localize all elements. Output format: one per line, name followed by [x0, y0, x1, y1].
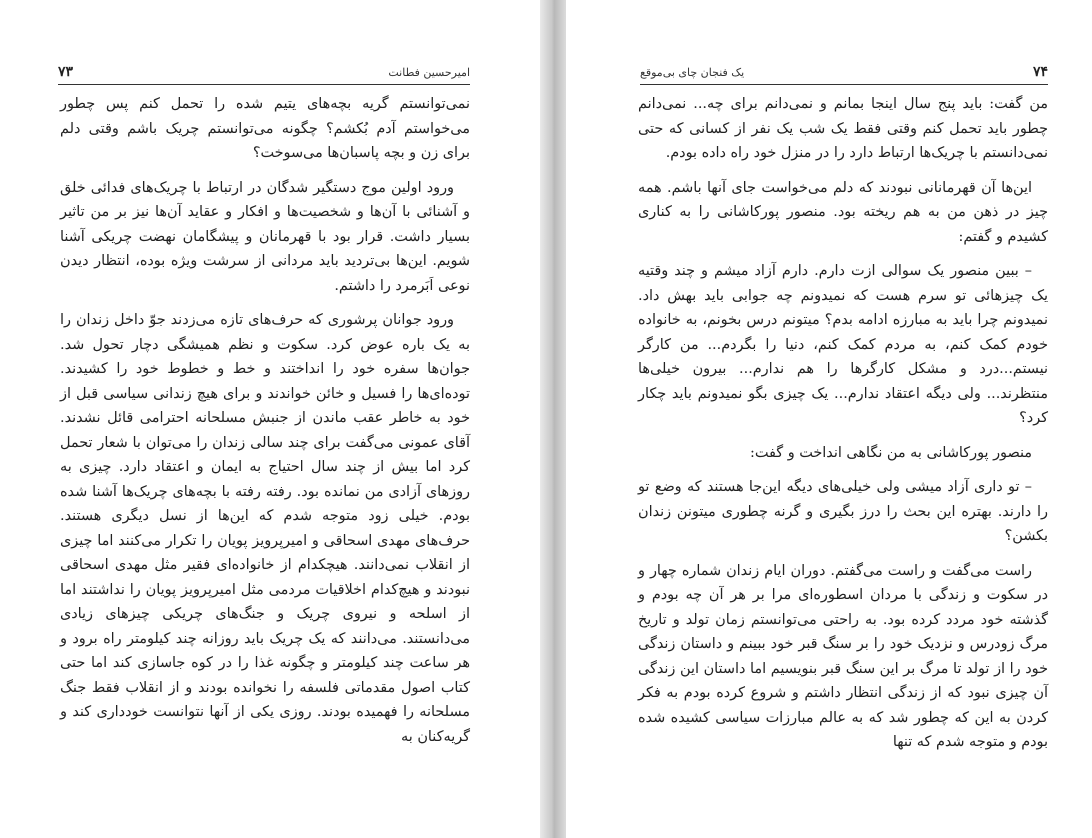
paragraph: – ببین منصور یک سوالی ازت دارم. دارم آزاد میشم و چند وقتیه یک چیزهائی تو سرم هست که نمیدونم چه جوابی باید بهش داد. نمیدونم چرا باید به مبارزه ادامه بدم؟ میتونم درس بخونم، به خانواده خودم کمک کنم، به مردم کمک کنم، دنیا را بگردم... من کارگر نیستم...درد و مشکل کارگرها را هم ندارم... بیرون خیلی‌ها منتظرند... ولی دیگه اعتقاد ندارم... یک چیزی بگو نمیدونم باید چکار کرد؟: [638, 263, 1048, 426]
left-page-header: [58, 62, 470, 85]
paragraph: منصور پورکاشانی به من نگاهی انداخت و گفت:: [750, 444, 1032, 461]
left-page: [0, 0, 540, 838]
paragraph: – تو داری آزاد میشی ولی خیلی‌های دیگه این‌جا هستند که وضع تو را دارند. بهتره این بحث را درز بگیری و گرنه چطوری میتونن زندان بکشن؟: [638, 479, 1048, 544]
right-page: [566, 0, 1092, 838]
paragraph: این‌ها آن قهرمانانی نبودند که دلم می‌خواست جای آنها باشم. همه چیز در ذهن من به هم ریخته بود. منصور پورکاشانی را به کناری کشیدم و گفتم:: [638, 179, 1048, 245]
page-number: ۷۴: [1032, 64, 1048, 80]
paragraph: ورود جوانان پرشوری که حرف‌های تازه می‌زدند جوّ داخل زندان را به یک باره عوض کرد. سکوت و نظم همیشگی دچار تحول شد. جوان‌ها سفره خود را انداختند و خط و خطوط خود را کشیدند. توده‌ای‌ها را فسیل و خائن خواندند و برای هیچ زندانی سیاسی قبل از خود به خاطر عقب ماندن از جنبش مسلحانه احترامی قائل نشدند. آقای عمونی می‌گفت برای چند سالی زندان را می‌توان با شعار تحمل کرد اما بیش از چند سال احتیاج به ایمان و اعتقاد دارد. چیزی به روزهای آزادی من نمانده بود. رفته رفته با بچه‌های چریک‌ها آشنا شده بودم. خیلی زود متوجه شدم که این‌ها از نسل دیگری هستند. حرف‌های مهدی اسحاقی و امیرپرویز پویان را تکرار می‌کنند اما چیزی از انقلاب نمی‌دانند. هیچکدام از خانواده‌ای فقیر مثل مهدی اسحاقی نبودند و هیچ‌کدام اخلاقیات مردمی مثل امیرپرویز پویان را نداشتند اما از اسلحه و نیروی چریک و جنگ‌های چریکی چیزهای زیادی می‌دانستند. می‌دانند که یک چریک باید روزانه چند کیلومتر راه برود و هر ساعت چند کیلومتر و چگونه غذا را در کوه جاسازی کند اما حتی کتاب اصول مقدماتی فلسفه را نخوانده بودند و از انقلاب فقط جنگ مسلحانه را فهمیده بودند. روزی یکی از آنها نتوانست خودداری کند و گریه‌کنان به: [60, 312, 470, 745]
right-page-header: [640, 62, 1048, 85]
paragraph: من گفت: باید پنج سال اینجا بمانم و نمی‌دانم برای چه... نمی‌دانم چطور باید تحمل کنم وقتی فقط یک شب یک نفر از کسانی که حتی نمی‌دانستم با چریک‌ها ارتباط دارد را در منزل خود راه داده بودم.: [638, 96, 1048, 161]
paragraph: ورود اولین موج دستگیر شدگان در ارتباط با چریک‌های فدائی خلق و آشنائی با آن‌ها و شخصیت‌ها و افکار و عقاید آن‌ها نیز بر من تاثیر بسیار داشت. قرار بود با قهرمانان و پیشگامان نهضت چریکی آشنا شویم. این‌ها بی‌تردید باید مردانی از سرشت ویژه بوده، انتظار دیدن نوعی اَبَرمرد را داشتم.: [60, 179, 470, 294]
book-gutter: [540, 0, 566, 838]
paragraph: راست می‌گفت و راست می‌گفتم. دوران ایام زندان شماره چهار و در سکوت و زندگی با مردان اسطوره‌ای مرا بر هر آن چه بودم و گذشته خود مردد کرده بود. به راحتی می‌توانستم زمان تولد و تاریخ مرگ زودرس و نزدیک خود را بر سنگ قبر خود ببینم و داستان زندگی خود را از تولد تا مرگ بر این سنگ قبر بنویسیم اما داستان این زندگی آن چیزی نبود که از زندگی انتظار داشتم و شروع کرده بودم به فکر کردن به این که چطور شد که به عالم مبارزات سیاسی کشیده شده بودم و متوجه شدم که تنها: [638, 562, 1048, 750]
paragraph: نمی‌توانستم گریه بچه‌های یتیم شده را تحمل کنم پس چطور می‌خواستم آدم بُکشم؟ چگونه می‌توانستم چریک باشم وقتی دلم برای زن و بچه پاسبان‌ها می‌سوخت؟: [60, 96, 470, 161]
running-title: امیرحسین فطانت: [388, 66, 470, 79]
page-number: ۷۳: [58, 64, 74, 80]
running-title: یک فنجان چای بی‌موقع: [640, 66, 745, 79]
left-page-body: [60, 92, 470, 759]
right-page-body: [638, 92, 1048, 765]
